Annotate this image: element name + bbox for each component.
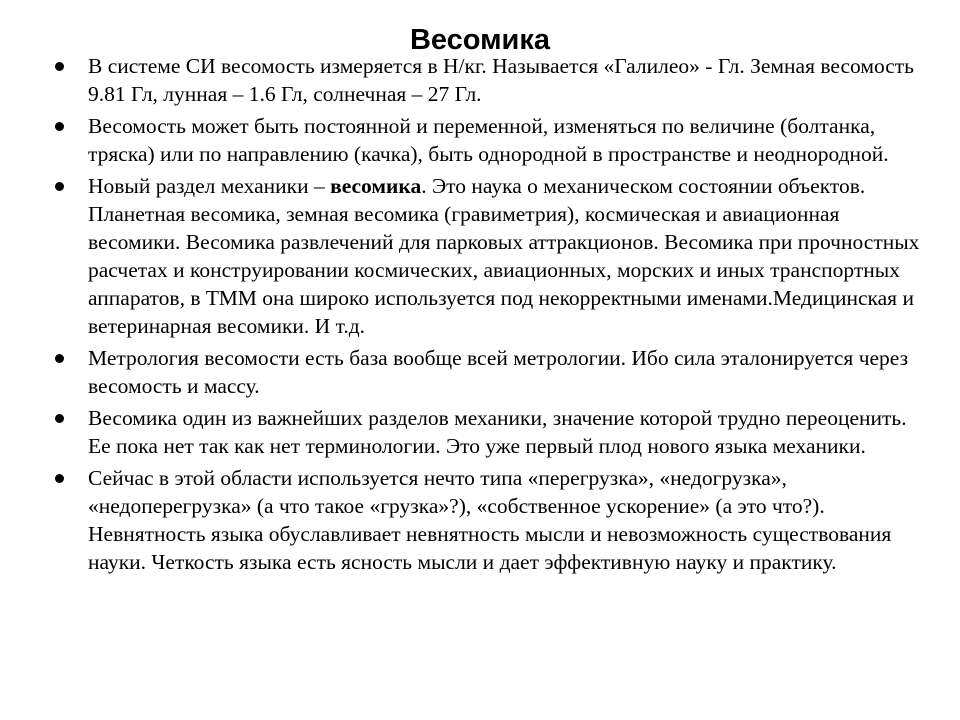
bullet-text: Весомика один из важнейших разделов механики, значение которой трудно переоценить. Ее пока нет так как нет терминологии. Это уже первый плод нового языка механики. bbox=[88, 406, 907, 458]
bullet-text-segment-lead: Новый раздел механики – bbox=[88, 174, 331, 198]
bullet-text-segment-tail: . Это наука о механическом состоянии объектов. Планетная весомика, земная весомика (гравиметрия), космическая и авиационная весомики. Весомика развлечений для парковых аттракционов. Весомика при прочностных расчетах и конструировании космических, авиационных, морских и иных транспортных аппаратов, в ТММ она широко используется под некорректными именами.Медицинская и ветеринарная весомики. И т.д. bbox=[88, 174, 920, 338]
bullet-text-emphasis: весомика bbox=[330, 174, 422, 198]
bullet-item-constant-variable bbox=[44, 112, 928, 168]
slide-bullet-list bbox=[44, 52, 928, 580]
bullet-marker-icon bbox=[55, 182, 64, 191]
bullet-item-importance bbox=[44, 404, 928, 460]
bullet-text: Сейчас в этой области используется нечто типа «перегрузка», «недогрузка», «недоперегрузка» (а что такое «грузка»?), «собственное ускорение» (а это что?). Невнятность языка обуславливает невнятность мысли и невозможность существования науки. Четкость языка есть ясность мысли и дает эффективную науку и практику. bbox=[88, 466, 892, 574]
bullet-marker-icon bbox=[55, 62, 64, 71]
bullet-item-terminology bbox=[44, 464, 928, 576]
bullet-marker-icon bbox=[55, 414, 64, 423]
bullet-item-new-branch bbox=[44, 172, 928, 340]
bullet-item-si-units bbox=[44, 52, 928, 108]
bullet-item-metrology bbox=[44, 344, 928, 400]
bullet-marker-icon bbox=[55, 122, 64, 131]
slide-title: Весомика bbox=[409, 24, 551, 57]
bullet-text: В системе СИ весомость измеряется в Н/кг. Называется «Галилео» - Гл. Земная весомость 9.81 Гл, лунная – 1.6 Гл, солнечная – 27 Гл. bbox=[88, 54, 914, 106]
bullet-text: Метрология весомости есть база вообще всей метрологии. Ибо сила эталонируется через весомость и массу. bbox=[88, 346, 909, 398]
bullet-marker-icon bbox=[55, 474, 64, 483]
bullet-text bbox=[88, 172, 928, 340]
bullet-marker-icon bbox=[55, 354, 64, 363]
bullet-text: Весомость может быть постоянной и переменной, изменяться по величине (болтанка, тряска) или по направлению (качка), быть однородной в пространстве и неоднородной. bbox=[88, 114, 889, 166]
